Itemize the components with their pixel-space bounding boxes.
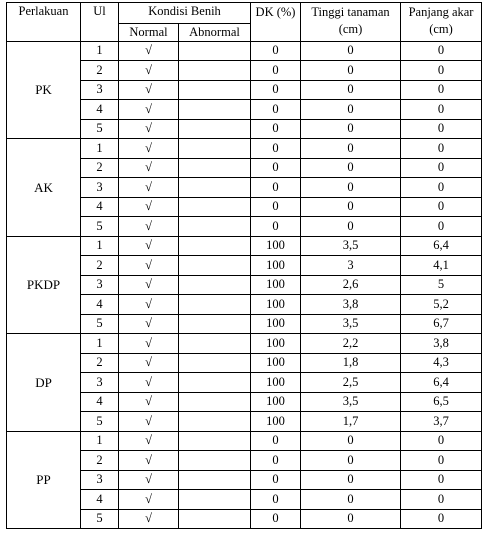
header-panjang-akar: Panjang akar (cm)	[401, 3, 482, 42]
dk-cell: 0	[251, 431, 301, 451]
dk-cell: 0	[251, 217, 301, 237]
abnormal-cell	[179, 353, 251, 373]
normal-check-cell: √	[119, 158, 179, 178]
panjang-cell: 0	[401, 509, 482, 529]
dk-cell: 100	[251, 256, 301, 276]
normal-check-cell: √	[119, 509, 179, 529]
table-row	[7, 236, 482, 256]
abnormal-cell	[179, 236, 251, 256]
abnormal-cell	[179, 80, 251, 100]
abnormal-cell	[179, 490, 251, 510]
tinggi-cell: 2,5	[301, 373, 401, 393]
panjang-cell: 0	[401, 119, 482, 139]
ul-cell: 1	[81, 139, 119, 159]
panjang-cell: 0	[401, 431, 482, 451]
dk-cell: 0	[251, 41, 301, 61]
ul-cell: 4	[81, 100, 119, 120]
treatment-label: PKDP	[7, 236, 81, 334]
panjang-cell: 6,4	[401, 236, 482, 256]
tinggi-cell: 0	[301, 217, 401, 237]
tinggi-cell: 0	[301, 158, 401, 178]
dk-cell: 100	[251, 353, 301, 373]
dk-cell: 100	[251, 295, 301, 315]
ul-cell: 2	[81, 256, 119, 276]
panjang-cell: 5	[401, 275, 482, 295]
abnormal-cell	[179, 334, 251, 354]
tinggi-cell: 0	[301, 490, 401, 510]
ul-cell: 2	[81, 353, 119, 373]
table-row	[7, 41, 482, 61]
treatment-label: DP	[7, 334, 81, 432]
panjang-cell: 0	[401, 100, 482, 120]
dk-cell: 0	[251, 119, 301, 139]
panjang-cell: 0	[401, 470, 482, 490]
normal-check-cell: √	[119, 139, 179, 159]
dk-cell: 0	[251, 451, 301, 471]
normal-check-cell: √	[119, 275, 179, 295]
treatment-label: AK	[7, 139, 81, 237]
abnormal-cell	[179, 314, 251, 334]
tinggi-cell: 0	[301, 80, 401, 100]
tinggi-cell: 0	[301, 100, 401, 120]
panjang-cell: 0	[401, 139, 482, 159]
ul-cell: 4	[81, 295, 119, 315]
abnormal-cell	[179, 100, 251, 120]
abnormal-cell	[179, 178, 251, 198]
ul-cell: 1	[81, 236, 119, 256]
table-header	[7, 3, 482, 42]
normal-check-cell: √	[119, 314, 179, 334]
abnormal-cell	[179, 392, 251, 412]
panjang-cell: 0	[401, 217, 482, 237]
tinggi-cell: 2,6	[301, 275, 401, 295]
panjang-cell: 6,4	[401, 373, 482, 393]
ul-cell: 3	[81, 373, 119, 393]
dk-cell: 0	[251, 490, 301, 510]
dk-cell: 100	[251, 392, 301, 412]
abnormal-cell	[179, 61, 251, 81]
ul-cell: 5	[81, 314, 119, 334]
tinggi-cell: 0	[301, 470, 401, 490]
normal-check-cell: √	[119, 490, 179, 510]
dk-cell: 0	[251, 158, 301, 178]
ul-cell: 1	[81, 431, 119, 451]
tinggi-cell: 1,7	[301, 412, 401, 432]
panjang-cell: 0	[401, 80, 482, 100]
normal-check-cell: √	[119, 256, 179, 276]
tinggi-cell: 1,8	[301, 353, 401, 373]
normal-check-cell: √	[119, 217, 179, 237]
ul-cell: 2	[81, 158, 119, 178]
ul-cell: 5	[81, 412, 119, 432]
ul-cell: 3	[81, 178, 119, 198]
dk-cell: 100	[251, 275, 301, 295]
normal-check-cell: √	[119, 334, 179, 354]
ul-cell: 5	[81, 509, 119, 529]
normal-check-cell: √	[119, 295, 179, 315]
normal-check-cell: √	[119, 100, 179, 120]
normal-check-cell: √	[119, 197, 179, 217]
normal-check-cell: √	[119, 412, 179, 432]
normal-check-cell: √	[119, 178, 179, 198]
header-ul: Ul	[81, 3, 119, 42]
dk-cell: 100	[251, 412, 301, 432]
dk-cell: 100	[251, 314, 301, 334]
ul-cell: 3	[81, 470, 119, 490]
tinggi-cell: 3	[301, 256, 401, 276]
ul-cell: 4	[81, 490, 119, 510]
results-table	[6, 2, 482, 529]
normal-check-cell: √	[119, 236, 179, 256]
tinggi-cell: 0	[301, 197, 401, 217]
tinggi-cell: 0	[301, 139, 401, 159]
panjang-cell: 0	[401, 178, 482, 198]
dk-cell: 0	[251, 197, 301, 217]
abnormal-cell	[179, 470, 251, 490]
abnormal-cell	[179, 197, 251, 217]
abnormal-cell	[179, 275, 251, 295]
abnormal-cell	[179, 217, 251, 237]
tinggi-cell: 0	[301, 119, 401, 139]
tinggi-cell: 0	[301, 178, 401, 198]
dk-cell: 0	[251, 61, 301, 81]
ul-cell: 3	[81, 275, 119, 295]
normal-check-cell: √	[119, 392, 179, 412]
treatment-label: PP	[7, 431, 81, 529]
data-table-container	[6, 2, 487, 529]
panjang-cell: 3,7	[401, 412, 482, 432]
abnormal-cell	[179, 119, 251, 139]
abnormal-cell	[179, 295, 251, 315]
abnormal-cell	[179, 256, 251, 276]
ul-cell: 2	[81, 61, 119, 81]
tinggi-cell: 3,5	[301, 314, 401, 334]
normal-check-cell: √	[119, 119, 179, 139]
header-tinggi-tanaman: Tinggi tanaman (cm)	[301, 3, 401, 42]
ul-cell: 4	[81, 392, 119, 412]
panjang-cell: 0	[401, 490, 482, 510]
ul-cell: 5	[81, 119, 119, 139]
panjang-cell: 6,5	[401, 392, 482, 412]
abnormal-cell	[179, 509, 251, 529]
dk-cell: 0	[251, 470, 301, 490]
header-kondisi-benih: Kondisi Benih	[119, 3, 251, 24]
tinggi-cell: 0	[301, 431, 401, 451]
panjang-cell: 4,1	[401, 256, 482, 276]
dk-cell: 0	[251, 80, 301, 100]
normal-check-cell: √	[119, 373, 179, 393]
normal-check-cell: √	[119, 80, 179, 100]
panjang-cell: 0	[401, 41, 482, 61]
tinggi-cell: 0	[301, 41, 401, 61]
normal-check-cell: √	[119, 451, 179, 471]
ul-cell: 2	[81, 451, 119, 471]
normal-check-cell: √	[119, 431, 179, 451]
dk-cell: 100	[251, 236, 301, 256]
dk-cell: 100	[251, 334, 301, 354]
tinggi-cell: 2,2	[301, 334, 401, 354]
header-dk: DK (%)	[251, 3, 301, 42]
panjang-cell: 0	[401, 197, 482, 217]
table-row	[7, 431, 482, 451]
abnormal-cell	[179, 431, 251, 451]
tinggi-cell: 0	[301, 61, 401, 81]
dk-cell: 100	[251, 373, 301, 393]
abnormal-cell	[179, 41, 251, 61]
ul-cell: 4	[81, 197, 119, 217]
dk-cell: 0	[251, 139, 301, 159]
ul-cell: 3	[81, 80, 119, 100]
normal-check-cell: √	[119, 61, 179, 81]
panjang-cell: 0	[401, 61, 482, 81]
panjang-cell: 4,3	[401, 353, 482, 373]
panjang-cell: 3,8	[401, 334, 482, 354]
dk-cell: 0	[251, 509, 301, 529]
ul-cell: 1	[81, 41, 119, 61]
tinggi-cell: 0	[301, 509, 401, 529]
panjang-cell: 0	[401, 158, 482, 178]
normal-check-cell: √	[119, 470, 179, 490]
header-perlakuan: Perlakuan	[7, 3, 81, 42]
panjang-cell: 6,7	[401, 314, 482, 334]
abnormal-cell	[179, 158, 251, 178]
table-row	[7, 139, 482, 159]
ul-cell: 5	[81, 217, 119, 237]
tinggi-cell: 3,8	[301, 295, 401, 315]
tinggi-cell: 3,5	[301, 392, 401, 412]
panjang-cell: 5,2	[401, 295, 482, 315]
dk-cell: 0	[251, 100, 301, 120]
abnormal-cell	[179, 451, 251, 471]
tinggi-cell: 3,5	[301, 236, 401, 256]
table-body	[7, 41, 482, 529]
normal-check-cell: √	[119, 41, 179, 61]
abnormal-cell	[179, 412, 251, 432]
abnormal-cell	[179, 139, 251, 159]
header-abnormal: Abnormal	[179, 23, 251, 41]
ul-cell: 1	[81, 334, 119, 354]
normal-check-cell: √	[119, 353, 179, 373]
dk-cell: 0	[251, 178, 301, 198]
treatment-label: PK	[7, 41, 81, 139]
panjang-cell: 0	[401, 451, 482, 471]
tinggi-cell: 0	[301, 451, 401, 471]
abnormal-cell	[179, 373, 251, 393]
table-row	[7, 334, 482, 354]
header-normal: Normal	[119, 23, 179, 41]
